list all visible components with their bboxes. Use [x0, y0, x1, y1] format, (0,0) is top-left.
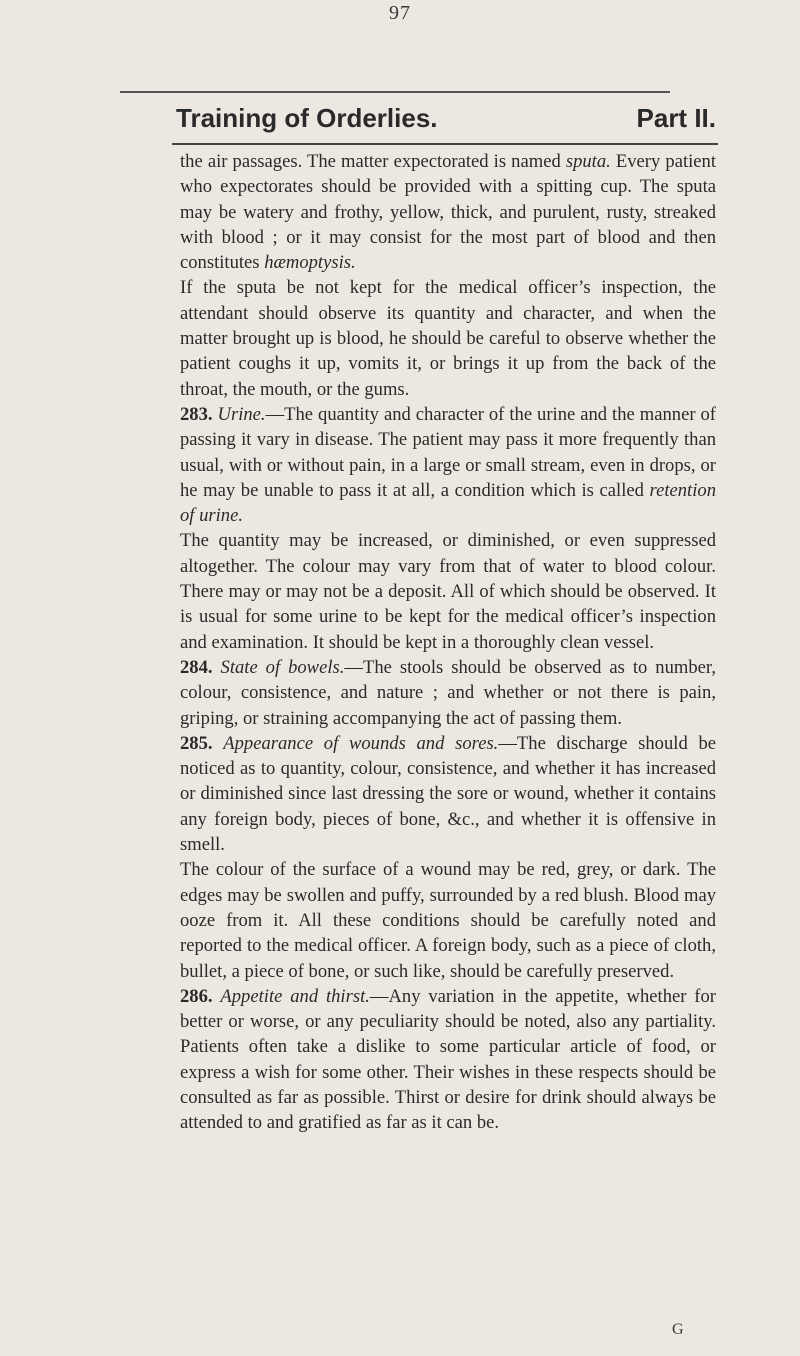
section-heading: Appearance of wounds and sores.	[223, 732, 499, 754]
paragraph-text: —Any variation in the appetite, whether for better or worse, or any peculiarity should be noted, also any partiality. Patients often take a dislike to some particular article of food, or express a wish for some other. Their wishes in these respects should be consulted as far as possible. Thirst or desire for drink should always be attended to and gratified as far as it can be.	[180, 985, 716, 1134]
section-number: 285.	[180, 732, 213, 754]
paragraph-text: —The quantity and character of the urine and the manner of passing it vary in disease. The patient may pass it more frequently than usual, with or without pain, in a large or small stream, even in drops, or he may be unable to pass it at all, a condition which is called	[180, 403, 716, 501]
page-body	[180, 149, 716, 1136]
paragraph-text: the air passages. The matter expectorated is named	[180, 151, 566, 172]
section-number: 286.	[180, 985, 213, 1007]
paragraph-text: If the sputa be not kept for the medical officer’s inspection, the attendant should observe its quantity and character, and when the matter brought up is blood, he should be careful to observe whether the patient coughs it up, vomits it, or brings it up from the back of the throat, the mouth, or the gums.	[180, 277, 716, 400]
signature-mark: G	[672, 1321, 684, 1338]
paragraph-text: —The stools should be observed as to number, colour, consistence, and nature ; and whether or not there is pain, griping, or straining accompanying the act of passing them.	[180, 656, 716, 729]
section-number: 284.	[180, 656, 213, 678]
header-rule-top	[120, 91, 670, 93]
paragraph-283	[180, 402, 716, 528]
paragraph-sputa	[180, 149, 716, 275]
section-heading: Urine.	[217, 403, 266, 425]
paragraph-286	[180, 984, 716, 1136]
section-heading: Appetite and thirst.	[220, 985, 370, 1007]
paragraph-284	[180, 655, 716, 731]
term-italic: retention of urine.	[180, 479, 716, 527]
paragraph-text: The quantity may be increased, or diminished, or even suppressed altogether. The colour may vary from that of water to blood colour. There may or may not be a deposit. All of which should be observed. It is usual for some urine to be kept for the medical officer’s inspection and examination. It should be kept in a thoroughly clean vessel.	[180, 530, 716, 653]
paragraph-text: Every patient who expectorates should be provided with a spitting cup. The sputa may be watery and frothy, yellow, thick, and purulent, rusty, streaked with blood ; or it may consist for the most part of blood and then constitutes	[180, 151, 716, 274]
section-heading: State of bowels.	[220, 656, 345, 678]
paragraph-urine-quantity	[180, 528, 716, 654]
part-label: Part II.	[636, 103, 716, 133]
paragraph-text: The colour of the surface of a wound may be red, grey, or dark. The edges may be swollen and puffy, surrounded by a red blush. Blood may ooze from it. All these conditions should be carefully noted and reported to the medical officer. A foreign body, such as a piece of cloth, bullet, a piece of bone, or such like, should be carefully preserved.	[180, 859, 716, 982]
running-title: Training of Orderlies.	[176, 103, 438, 133]
section-number: 283.	[180, 403, 213, 425]
paragraph-wound-colour	[180, 857, 716, 983]
term-italic: sputa.	[565, 151, 611, 172]
page-number: 97	[389, 2, 411, 24]
header-rule-bottom	[172, 143, 718, 145]
term-italic: hæmoptysis.	[264, 252, 356, 274]
paragraph-285	[180, 731, 716, 857]
paragraph-text: —The discharge should be noticed as to quantity, colour, consistence, and whether it has increased or diminished since last dressing the sore or wound, whether it contains any foreign body, pieces of bone, &c., and whether it is offensive in smell.	[180, 732, 716, 856]
running-header	[176, 103, 716, 139]
paragraph-sputa-inspection	[180, 275, 716, 401]
